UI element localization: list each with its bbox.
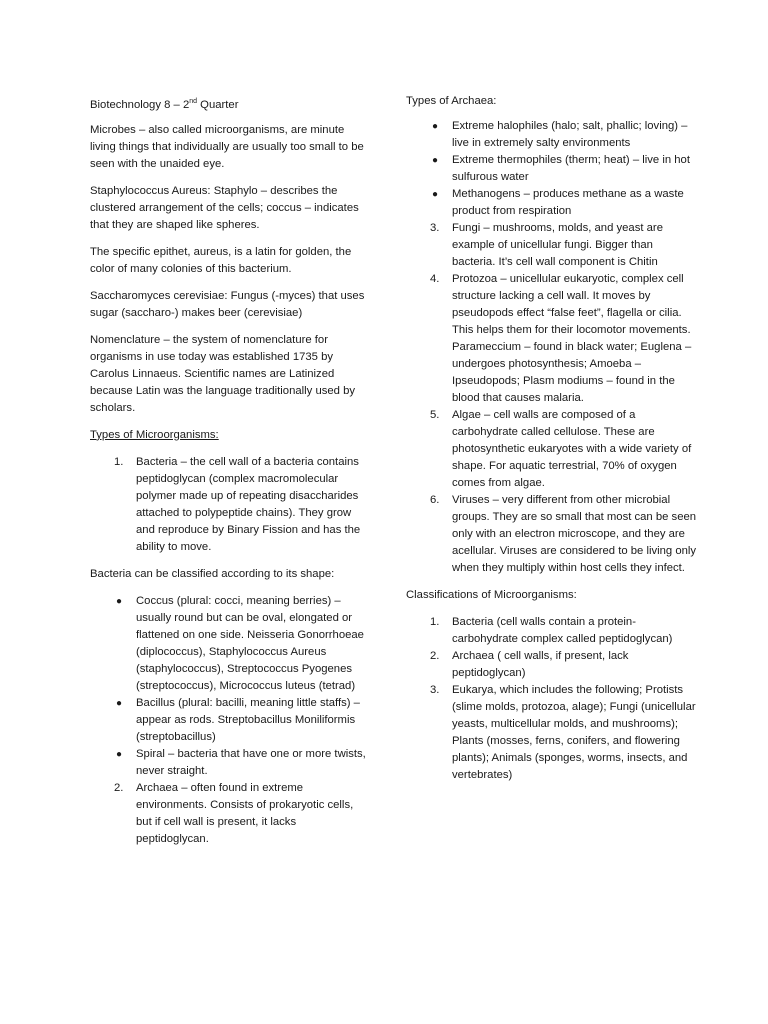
bullet-icon: ● xyxy=(432,189,439,200)
bullet-icon: ● xyxy=(116,595,123,607)
list-marker: 3. xyxy=(430,222,440,234)
heading-types-of-archaea: Types of Archaea: xyxy=(406,95,497,107)
list-marker: 1. xyxy=(430,616,440,628)
list-item-coccus: ● Coccus (plural: cocci, meaning berries) – usually round but can be oval, elongated or flattened on one side. Neisseria Gonorrhoeae (diplococcus), Staphylococcus Aureus (staphylococcus), Streptococcus Pyogenes (streptococcus), Micrococcus luteus (tetrad) xyxy=(116,594,364,692)
heading-bacteria-shape: Bacteria can be classified according to its shape: xyxy=(90,567,335,580)
left-column xyxy=(90,93,372,858)
list-item-archaea: 2. Archaea – often found in extreme environments. Consists of prokaryotic cells, but if cell wall is present, it lacks peptidoglycan. xyxy=(114,781,354,845)
list-item-thermophiles: ● Extreme thermophiles (therm; heat) – live in hot sulfurous water xyxy=(432,154,690,183)
list-item-class-archaea: 2. Archaea ( cell walls, if present, lack peptidoglycan) xyxy=(430,650,629,679)
right-column xyxy=(406,93,698,794)
paragraph-microbes: Microbes – also called microorganisms, are minute living things that individually are usually too small to be seen with the unaided eye. xyxy=(90,123,364,170)
list-item-class-eukarya: 3. Eukarya, which includes the following; Protists (slime molds, protozoa, alage); Fungi (unicellular yeasts, multicellular molds, and mushrooms); Plants (mosses, ferns, conifers, and flowering plants); Animals (sponges, worms, insects, and vertebrates) xyxy=(430,684,696,781)
list-marker: 5. xyxy=(430,409,440,421)
list-item-spiral: ● Spiral – bacteria that have one or more twists, never straight. xyxy=(116,747,366,777)
list-marker: 6. xyxy=(430,494,440,506)
heading-classifications: Classifications of Microorganisms: xyxy=(406,589,577,601)
document-title: Biotechnology 8 – 2nd Quarter xyxy=(90,98,239,111)
list-marker: 2. xyxy=(430,650,440,662)
list-item-methanogens: ● Methanogens – produces methane as a waste product from respiration xyxy=(432,188,684,217)
list-marker: 4. xyxy=(430,273,440,285)
list-item-halophiles: ● Extreme halophiles (halo; salt, phallic; loving) – live in extremely salty environments xyxy=(432,120,688,149)
list-item-algae: 5. Algae – cell walls are composed of a carbohydrate called cellulose. These are photosynthetic eukaryotes with a wide variety of shape. For aquatic terrestrial, 70% of oxygen comes from algae. xyxy=(430,409,692,489)
list-marker: 1. xyxy=(114,455,124,468)
list-marker: 2. xyxy=(114,781,124,794)
paragraph-staphylococcus: Staphylococcus Aureus: Staphylo – describes the clustered arrangement of the cells; coccus – indicates that they are shaped like spheres. xyxy=(90,184,359,231)
list-item-bacteria: 1. Bacteria – the cell wall of a bacteria contains peptidoglycan (complex macromolecular polymer made up of repeating disaccharides attached to polypeptide chains). They grow and reproduce by Binary Fission and has the ability to move. xyxy=(114,455,361,553)
bullet-icon: ● xyxy=(432,121,439,132)
bullet-icon: ● xyxy=(116,748,123,760)
list-item-fungi: 3. Fungi – mushrooms, molds, and yeast are example of unicellular fungi. Bigger than bacteria. It’s cell wall component is Chitin xyxy=(430,222,663,268)
list-bacteria-shapes xyxy=(90,593,372,848)
list-archaea-types xyxy=(406,118,698,577)
paragraph-saccharomyces: Saccharomyces cerevisiae: Fungus (-myces) that uses sugar (saccharo-) makes beer (cerevisiae) xyxy=(90,289,365,319)
heading-types-of-microorganisms: Types of Microorganisms: xyxy=(90,428,219,441)
list-item-bacillus: ● Bacillus (plural: bacilli, meaning little staffs) – appear as rods. Streptobacillus Moniliformis (streptobacillus) xyxy=(116,696,360,743)
paragraph-nomenclature: Nomenclature – the system of nomenclature for organisms in use today was established 1735 by Carolus Linnaeus. Scientific names are Latinized because Latin was the language traditionally used by scholars. xyxy=(90,333,356,414)
bullet-icon: ● xyxy=(116,697,123,709)
list-item-protozoa: 4. Protozoa – unicellular eukaryotic, complex cell structure lacking a cell wall. It moves by pseudopods effect “false feet”, flagella or cilia. This helps them for their locomotor movements. Parameccium – found in black water; Euglena – undergoes photosynthesis; Amoeba – Ipseudopods; Plasm modiums – found in the blood that causes malaria. xyxy=(430,273,692,404)
bullet-icon: ● xyxy=(432,155,439,166)
list-classifications xyxy=(406,614,698,784)
list-microorganisms-1 xyxy=(90,454,372,556)
list-marker: 3. xyxy=(430,684,440,696)
list-item-viruses: 6. Viruses – very different from other microbial groups. They are so small that most can be seen only with an electron microscope, and they are acellular. Viruses are considered to be living only when they multiply within host cells they infect. xyxy=(430,494,697,574)
paragraph-epithet: The specific epithet, aureus, is a latin for golden, the color of many colonies of this bacterium. xyxy=(90,245,352,275)
list-item-class-bacteria: 1. Bacteria (cell walls contain a protein-carbohydrate complex called peptidoglycan) xyxy=(430,616,673,645)
